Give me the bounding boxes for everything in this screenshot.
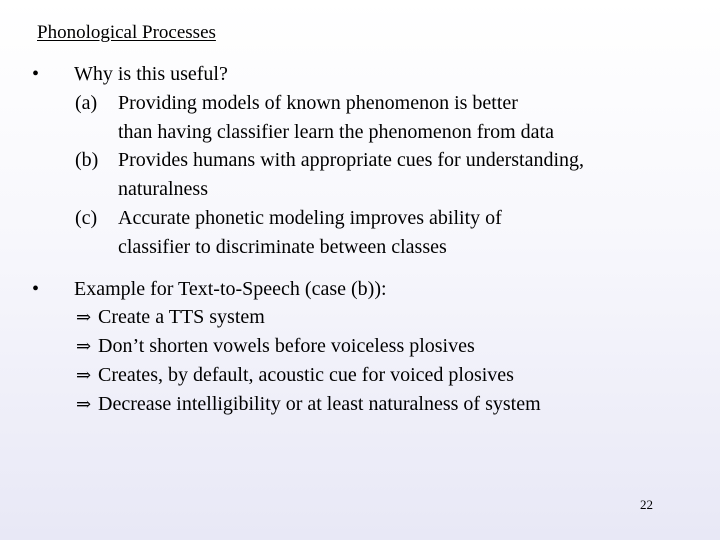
subitem-c-line-2: classifier to discriminate between classes bbox=[118, 236, 447, 258]
subitem-b-line-2: naturalness bbox=[118, 178, 208, 200]
bullet-text-why-useful: Why is this useful? bbox=[74, 63, 228, 85]
implication-text: Decrease intelligibility or at least naturalness of system bbox=[98, 393, 541, 415]
implication-item bbox=[76, 361, 514, 390]
implies-arrow-icon: ⇒ bbox=[76, 394, 92, 415]
implies-arrow-icon: ⇒ bbox=[76, 336, 92, 357]
implies-arrow-icon: ⇒ bbox=[76, 365, 92, 386]
implication-item bbox=[76, 303, 265, 332]
subitem-marker-c: (c) bbox=[75, 207, 98, 229]
subitem-a-line-1: Providing models of known phenomenon is better bbox=[118, 92, 518, 114]
implication-item bbox=[76, 332, 475, 361]
bullet-text-tts-example: Example for Text-to-Speech (case (b)): bbox=[74, 278, 387, 300]
subitem-c-line-1: Accurate phonetic modeling improves ability of bbox=[118, 207, 502, 229]
subitem-marker-a: (a) bbox=[75, 92, 98, 114]
bullet-marker: • bbox=[32, 278, 40, 300]
implication-text: Don’t shorten vowels before voiceless plosives bbox=[98, 335, 475, 357]
slide-title: Phonological Processes bbox=[37, 22, 216, 43]
page-number: 22 bbox=[640, 497, 653, 512]
bullet-marker: • bbox=[32, 63, 40, 85]
implication-text: Create a TTS system bbox=[98, 306, 265, 328]
implies-arrow-icon: ⇒ bbox=[76, 307, 92, 328]
subitem-b-line-1: Provides humans with appropriate cues for understanding, bbox=[118, 149, 585, 171]
implication-item bbox=[76, 390, 541, 419]
subitem-a-line-2: than having classifier learn the phenomenon from data bbox=[118, 121, 554, 143]
implication-text: Creates, by default, acoustic cue for voiced plosives bbox=[98, 364, 514, 386]
subitem-marker-b: (b) bbox=[75, 149, 99, 171]
